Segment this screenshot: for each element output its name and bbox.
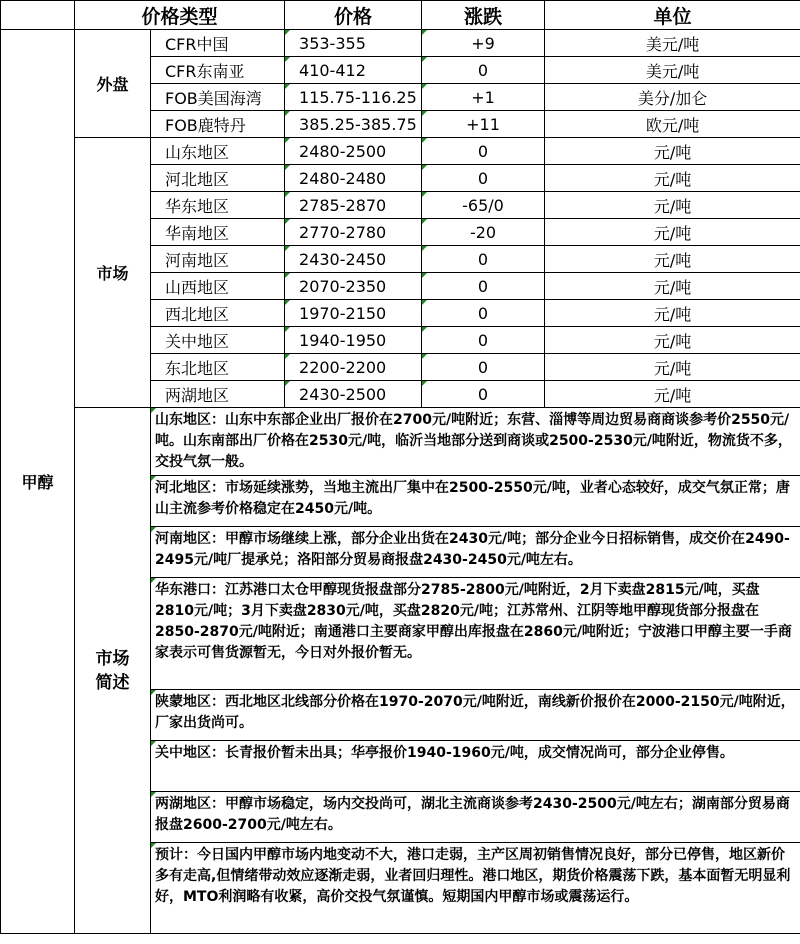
row-unit: 美元/吨 <box>545 57 800 84</box>
row-change: 0 <box>422 57 545 84</box>
row-change: 0 <box>422 327 545 354</box>
row-change: 0 <box>422 354 545 381</box>
row-change: 0 <box>422 246 545 273</box>
row-name: 关中地区 <box>151 327 285 354</box>
summary-text: 河南地区：甲醇市场继续上涨，部分企业出货在2430元/吨；部分企业今日招标销售，成交价在2490-2495元/吨厂提承兑；洛阳部分贸易商报盘2430-2450元/吨左右。 <box>155 531 790 568</box>
row-unit: 元/吨 <box>545 165 800 192</box>
summary-text: 华东港口：江苏港口太仓甲醇现货报盘部分2785-2800元/吨附近，2月下卖盘2815元/吨，买盘2810元/吨；3月下卖盘2830元/吨，买盘2820元/吨；江苏常州、江阴等地甲醇现货部分报盘在2850-2870元/吨附近；南通港口主要商家甲醇出库报盘在2860元/吨附近；宁波港口甲醇主要一手商家表示可售货源暂无，今日对外报价暂无。 <box>155 582 792 661</box>
row-price: 2070-2350 <box>285 273 422 300</box>
row-name: 山西地区 <box>151 273 285 300</box>
row-change: 0 <box>422 138 545 165</box>
summary-label-line1: 市场 <box>95 648 130 669</box>
row-change: -20 <box>422 219 545 246</box>
outer-category-label: 外盘 <box>75 30 151 138</box>
row-price: 410-412 <box>285 57 422 84</box>
row-unit: 元/吨 <box>545 246 800 273</box>
row-name: FOB美国海湾 <box>151 84 285 111</box>
table-row <box>1 138 800 165</box>
row-unit: 美分/加仑 <box>545 84 800 111</box>
header-blank <box>1 1 75 30</box>
summary-paragraph <box>151 527 800 578</box>
summary-paragraph <box>151 741 800 792</box>
row-change: 0 <box>422 300 545 327</box>
row-price: 353-355 <box>285 30 422 57</box>
row-price: 385.25-385.75 <box>285 111 422 138</box>
header-unit: 单位 <box>545 1 800 30</box>
row-unit: 美元/吨 <box>545 30 800 57</box>
row-change: 0 <box>422 273 545 300</box>
summary-text: 陕蒙地区：西北地区北线部分价格在1970-2070元/吨附近，南线新价报价在2000-2150元/吨附近，厂家出货尚可。 <box>155 694 795 731</box>
row-name: CFR东南亚 <box>151 57 285 84</box>
product-name: 甲醇 <box>1 30 75 934</box>
row-unit: 元/吨 <box>545 192 800 219</box>
summary-paragraph <box>151 690 800 741</box>
summary-text: 山东地区：山东中东部企业出厂报价在2700元/吨附近；东营、淄博等周边贸易商商谈参考价2550元/吨。山东南部出厂价格在2530元/吨，临沂当地部分送到商谈或2500-2530元/吨附近，物流货不多，交投气氛一般。 <box>155 412 792 470</box>
row-price: 2430-2500 <box>285 381 422 408</box>
row-unit: 元/吨 <box>545 381 800 408</box>
row-name: 河北地区 <box>151 165 285 192</box>
row-name: 两湖地区 <box>151 381 285 408</box>
row-unit: 元/吨 <box>545 219 800 246</box>
summary-paragraph <box>151 408 800 476</box>
row-price: 2200-2200 <box>285 354 422 381</box>
row-name: 华南地区 <box>151 219 285 246</box>
row-price: 1940-1950 <box>285 327 422 354</box>
summary-text: 两湖地区：甲醇市场稳定，场内交投尚可，湖北主流商谈参考2430-2500元/吨左右；湖南部分贸易商报盘2600-2700元/吨左右。 <box>155 796 790 833</box>
row-name: FOB鹿特丹 <box>151 111 285 138</box>
row-change: +11 <box>422 111 545 138</box>
row-change: -65/0 <box>422 192 545 219</box>
row-name: 河南地区 <box>151 246 285 273</box>
row-price: 2480-2480 <box>285 165 422 192</box>
header-price: 价格 <box>285 1 422 30</box>
row-change: 0 <box>422 381 545 408</box>
row-unit: 元/吨 <box>545 138 800 165</box>
row-change: 0 <box>422 165 545 192</box>
row-price: 2430-2450 <box>285 246 422 273</box>
row-price: 115.75-116.25 <box>285 84 422 111</box>
summary-paragraph <box>151 578 800 690</box>
row-name: 西北地区 <box>151 300 285 327</box>
row-unit: 欧元/吨 <box>545 111 800 138</box>
row-price: 2770-2780 <box>285 219 422 246</box>
row-unit: 元/吨 <box>545 327 800 354</box>
row-price: 1970-2150 <box>285 300 422 327</box>
summary-paragraph <box>151 843 800 934</box>
summary-text: 预计：今日国内甲醇市场内地变动不大，港口走弱，主产区周初销售情况良好，部分已停售，地区新价多有走高,但情绪带动效应逐渐走弱，业者回归理性。港口地区，期货价格震荡下跌，基本面暂无明显利好，MTO利润略有收紧，高价交投气氛谨慎。短期国内甲醇市场或震荡运行。 <box>155 847 791 905</box>
header-type: 价格类型 <box>75 1 285 30</box>
row-unit: 元/吨 <box>545 300 800 327</box>
row-price: 2480-2500 <box>285 138 422 165</box>
row-change: +1 <box>422 84 545 111</box>
row-price: 2785-2870 <box>285 192 422 219</box>
summary-row <box>1 408 800 476</box>
summary-label-line2: 简述 <box>95 672 130 693</box>
table-row <box>1 30 800 57</box>
header-row <box>1 1 800 30</box>
row-unit: 元/吨 <box>545 273 800 300</box>
summary-paragraph <box>151 792 800 843</box>
summary-text: 河北地区：市场延续涨势，当地主流出厂集中在2500-2550元/吨，业者心态较好，成交气氛正常；唐山主流参考价格稳定在2450元/吨。 <box>155 480 790 517</box>
summary-text: 关中地区：长青报价暂未出具；华亭报价1940-1960元/吨，成交情况尚可，部分企业停售。 <box>155 745 734 761</box>
row-name: CFR中国 <box>151 30 285 57</box>
row-change: +9 <box>422 30 545 57</box>
row-name: 华东地区 <box>151 192 285 219</box>
header-change: 涨跌 <box>422 1 545 30</box>
row-name: 东北地区 <box>151 354 285 381</box>
summary-category-label <box>75 408 151 934</box>
row-name: 山东地区 <box>151 138 285 165</box>
market-category-label: 市场 <box>75 138 151 408</box>
row-unit: 元/吨 <box>545 354 800 381</box>
summary-paragraph <box>151 476 800 527</box>
